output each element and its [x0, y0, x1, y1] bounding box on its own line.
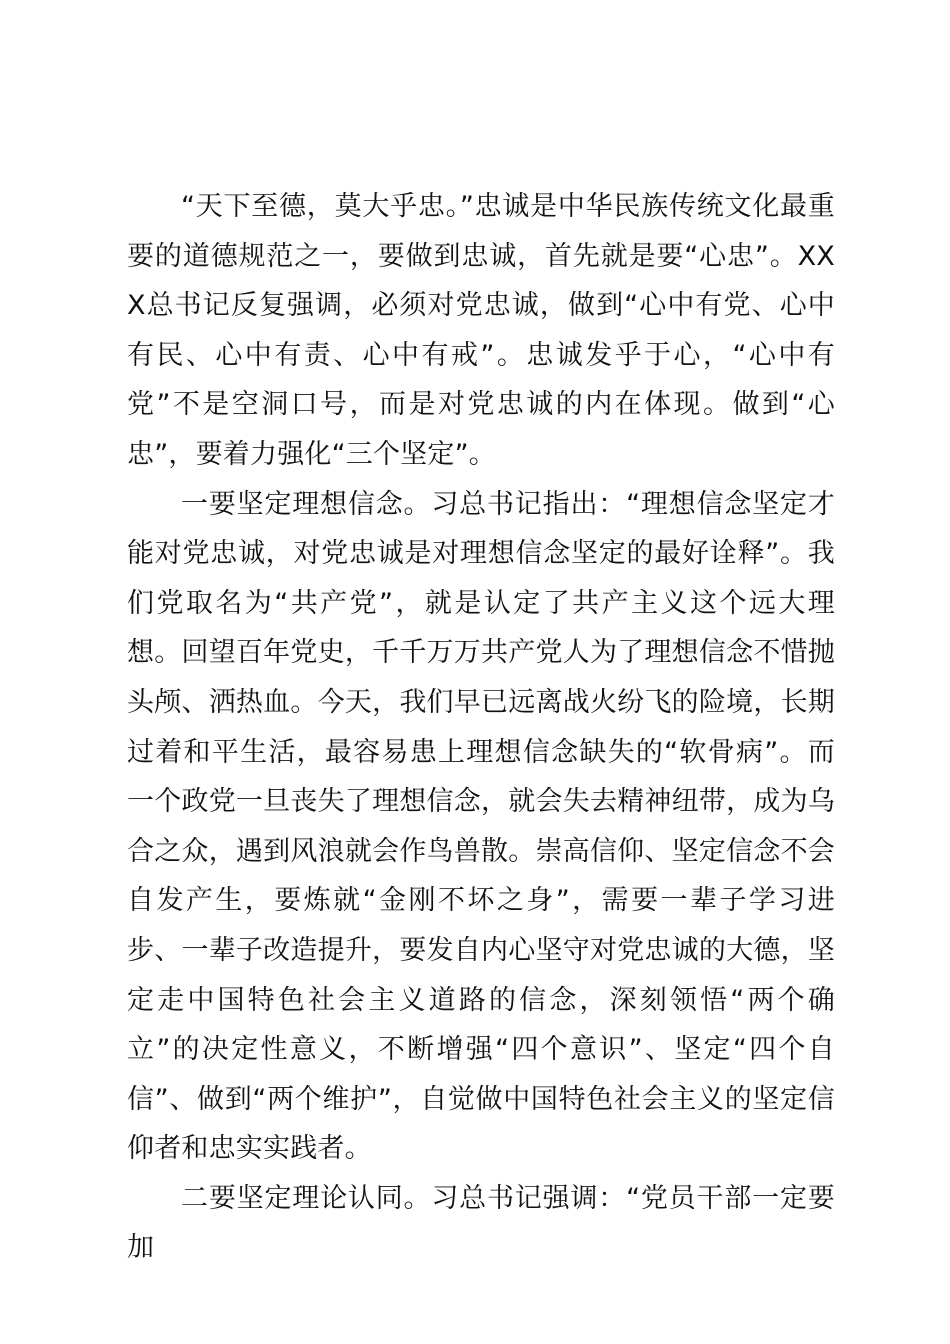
paragraph-theory: 二要坚定理论认同。习总书记强调：“党员干部一定要加: [127, 1182, 835, 1264]
body-text: [127, 182, 835, 1273]
paragraph-ideals: 一要坚定理想信念。习总书记指出：“理想信念坚定才能对党忠诚，对党忠诚是对理想信念坚定的最好诠释”。我们党取名为“共产党”，就是认定了共产主义这个远大理想。回望百年党史，千千万万共产党人为了理想信念不惜抛头颅、洒热血。今天，我们早已远离战火纷飞的险境，长期过着和平生活，最容易患上理想信念缺失的“软骨病”。而一个政党一旦丧失了理想信念，就会失去精神纽带，成为乌合之众，遇到风浪就会作鸟兽散。崇高信仰、坚定信念不会自发产生，要炼就“金刚不坏之身”，需要一辈子学习进步、一辈子改造提升，要发自内心坚守对党忠诚的大德，坚定走中国特色社会主义道路的信念，深刻领悟“两个确立”的决定性意义，不断增强“四个意识”、坚定“四个自信”、做到“两个维护”，自觉做中国特色社会主义的坚定信仰者和忠实实践者。: [127, 488, 835, 1165]
paragraph-intro: “天下至德，莫大乎忠。”忠诚是中华民族传统文化最重要的道德规范之一，要做到忠诚，首先就是要“心忠”。XXX总书记反复强调，必须对党忠诚，做到“心中有党、心中有民、心中有责、心中有戒”。忠诚发乎于心，“心中有党”不是空洞口号，而是对党忠诚的内在体现。做到“心忠”，要着力强化“三个坚定”。: [127, 191, 835, 470]
